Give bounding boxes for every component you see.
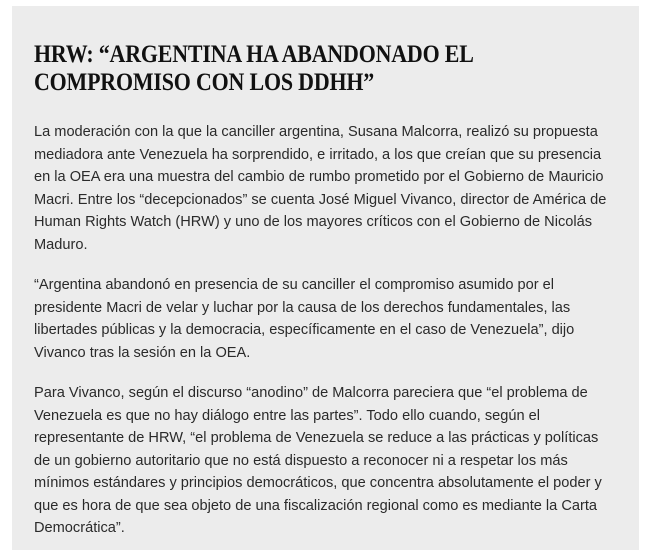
article-paragraph-2: “Argentina abandonó en presencia de su canciller el compromiso asumido por el presidente Macri de velar y luchar por la causa de los derechos fundamentales, las libertades públicas y la democracia, específicamente en el caso de Venezuela”, dijo Vivanco tras la sesión en la OEA. xyxy=(34,277,575,361)
article-title: HRW: “ARGENTINA HA ABANDONADO EL COMPROMISO CON LOS DDHH” xyxy=(34,39,473,96)
article-paragraph-3: Para Vivanco, según el discurso “anodino” de Malcorra pareciera que “el problema de Venezuela es que no hay diálogo entre las partes”. Todo ello cuando, según el representante de HRW, “el problema de Venezuela se reduce a las prácticas y políticas de un gobierno autoritario que no está dispuesto a reconocer ni a respetar los más mínimos estándares y principios democráticos, que concentra absolutamente el poder y que es hora de que sea objeto de una fiscalización regional como es mediante la Carta Democrática”. xyxy=(34,385,602,536)
article-paragraph-1: La moderación con la que la canciller argentina, Susana Malcorra, realizó su propuesta mediadora ante Venezuela ha sorprendido, e irritado, a los que creían que su presencia en la OEA era una muestra del cambio de rumbo prometido por el Gobierno de Mauricio Macri. Entre los “decepcionados” se cuenta José Miguel Vivanco, director de América de Human Rights Watch (HRW) y uno de los mayores críticos con el Gobierno de Nicolás Maduro. xyxy=(34,124,607,253)
article-card xyxy=(12,6,639,550)
